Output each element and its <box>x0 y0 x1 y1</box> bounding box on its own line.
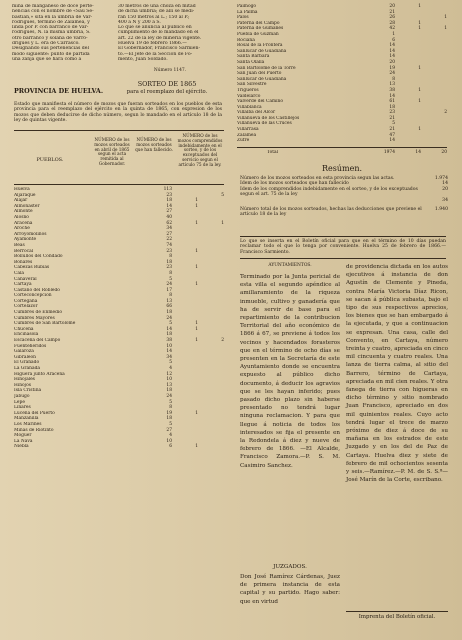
pueblo-name: Escacena del Campo <box>14 338 61 344</box>
cell-sorteados: 18 <box>389 104 395 110</box>
text-line: rodrigues, término de Zalamea, y <box>12 19 90 25</box>
resumen-rule <box>240 236 446 237</box>
pueblo-name: Villanueva de los Castillejos <box>237 115 300 121</box>
pueblo-name: Alosno <box>14 214 29 220</box>
pueblo-name: Sanlúcar de Guadiana <box>237 76 287 82</box>
cell-sorteados: 27 <box>166 209 172 215</box>
pueblo-name: Paterna de Gumanes <box>237 26 284 32</box>
cell-fallecidos: 1 <box>195 198 198 204</box>
pueblo-name: Beas <box>14 242 25 248</box>
resumen-title: Resúmen. <box>321 164 363 173</box>
cell-sorteados: 14 <box>166 203 172 209</box>
text-line: mina de manganeso de doce perte- <box>12 4 94 9</box>
cell-fallecidos: 1 <box>195 444 198 450</box>
pueblo-name: Linares <box>14 405 31 411</box>
pueblo-name: Arroyomolinos <box>14 231 47 237</box>
cell-sorteados: 34 <box>166 354 172 360</box>
pueblo-name: Los Marines <box>14 421 42 427</box>
cell-sorteados: 21 <box>389 127 395 133</box>
resumen-label: Idem de los comprendidos indebidamente en el sorteo, y de los exceptuados segun el art. 75 de la ley <box>240 186 418 198</box>
cell-sorteados: 8 <box>169 405 172 411</box>
cell-sorteados: 10 <box>166 343 172 349</box>
pueblo-name: Almonaster <box>14 203 40 209</box>
cell-fallecidos: 1 <box>195 321 198 327</box>
cell-sorteados: 23 <box>389 110 395 116</box>
cell-sorteados: 21 <box>389 9 395 15</box>
cell-exceptuados: 1 <box>221 220 224 226</box>
pueblo-name: Cortegana <box>14 298 38 304</box>
text-line: rán 150 metros al L.; 150 al P.; <box>118 14 190 20</box>
pueblo-name: Cañaveral <box>14 276 37 282</box>
total-rule <box>237 147 447 148</box>
pueblo-name: Berrocal <box>14 248 34 254</box>
resumen-label: Número de los mozos sorteados en esta provincia segun las actas. <box>240 176 395 181</box>
cell-fallecidos: 1 <box>195 338 198 344</box>
text-line: 400 á N y 200 á S. <box>118 19 161 25</box>
ayuntamientos-title: AYUNTAMIENTOS. <box>268 263 312 268</box>
text-line: mento, Juan Soldado. <box>118 56 168 62</box>
cell-sorteados: 18 <box>166 416 172 422</box>
cell-sorteados: 24 <box>389 71 395 77</box>
text-line: nencias con el nombre de «Sau Se- <box>12 9 94 15</box>
pueblo-name: Minas de Riotinto <box>14 427 54 433</box>
total-row <box>237 150 447 156</box>
cell-sorteados: 8 <box>392 76 395 82</box>
pueblo-name: Huelva <box>14 187 30 192</box>
cell-exceptuados: 1 <box>444 15 447 21</box>
cell-exceptuados: 5 <box>221 192 224 198</box>
resumen-value: 1.974 <box>434 176 448 181</box>
cell-sorteados: 24 <box>166 282 172 288</box>
cell-sorteados: 6 <box>169 444 172 450</box>
pueblo-name: La Palma <box>237 9 258 15</box>
pueblo-name: Aljaraque <box>14 192 36 198</box>
cell-sorteados: 18 <box>166 259 172 265</box>
text-line: otro barranco y solana de Varro- <box>12 35 88 41</box>
text-line: Huelva 19 de febrero 1866.— <box>118 41 187 47</box>
header-fallecidos: NÚMERO de los mozos sorteados que han fallecido. <box>135 137 173 152</box>
pueblo-name: Chucena <box>14 326 34 332</box>
cell-sorteados: 113 <box>163 187 172 192</box>
cell-sorteados: 18 <box>166 198 172 204</box>
pueblo-name: Santa Bárbara <box>237 54 270 60</box>
cell-sorteados: 34 <box>166 226 172 232</box>
resumen-final-label: Número total de los mozos sorteados, hechas las deducciones que previene el artículo 18 de la ley <box>240 207 422 218</box>
total-fallecidos: 14 <box>415 150 421 155</box>
cell-sorteados: 13 <box>166 382 172 388</box>
text-line: modo siguiente: punto de partida <box>12 51 90 57</box>
sorteo-subtitle: para el reemplazo del ejército. <box>126 89 208 95</box>
cell-sorteados: 26 <box>389 15 395 21</box>
pueblo-name: Villarrasa <box>237 127 259 133</box>
cell-fallecidos: 1 <box>418 26 421 32</box>
resumen-deduction: 34 <box>442 197 448 203</box>
cell-sorteados: 22 <box>166 237 172 243</box>
cell-fallecidos: 1 <box>195 203 198 209</box>
cell-fallecidos: 1 <box>418 99 421 105</box>
resumen-final <box>240 207 448 218</box>
pueblo-name: Villalba del Alcor <box>237 110 276 116</box>
cell-sorteados: 5 <box>169 276 172 282</box>
total-exceptuados: 20 <box>441 150 447 155</box>
cell-sorteados: 8 <box>169 254 172 260</box>
cell-fallecidos: 1 <box>418 20 421 26</box>
cell-exceptuados: 2 <box>444 110 447 116</box>
table-body-right <box>237 4 447 144</box>
pueblo-name: Niebla <box>14 444 29 450</box>
pueblo-name: Cumbres de Enmedio <box>14 310 62 316</box>
cell-sorteados: 14 <box>389 54 395 60</box>
pueblo-name: Santa Olalla <box>237 59 265 65</box>
pueblo-name: Cumbres Mayores <box>14 315 55 321</box>
pueblo-name: Cabezas Rubias <box>14 265 50 271</box>
cell-sorteados: 42 <box>389 26 395 32</box>
pueblo-name: Manzanilla <box>14 416 39 422</box>
cell-sorteados: 14 <box>389 138 395 144</box>
pueblo-name: Isla Cristina <box>14 388 42 394</box>
cell-sorteados: 19 <box>389 65 395 71</box>
sorteo-title: SORTEO DE 1865 <box>137 80 197 88</box>
resumen-note: Lo que se inserta en el Boletín oficial para que en el término de 10 días puedan reclamar todo el que lo tenga por conveniente. Huelva 25 de febrero de 1866.—Francisco Sarmiento. <box>240 239 446 255</box>
pueblo-name: Ayamonte <box>14 237 37 243</box>
cell-sorteados: 8 <box>169 293 172 299</box>
pueblo-name: Villablanca <box>237 104 262 110</box>
pueblo-name: Valdelarco <box>237 93 261 99</box>
pueblo-name: Jabugo <box>14 393 30 399</box>
cell-fallecidos: 1 <box>418 4 421 9</box>
pueblo-name: La Granada <box>14 366 41 371</box>
cell-exceptuados <box>198 444 224 450</box>
pueblo-name: Lepe <box>14 399 25 405</box>
cell-sorteados: 24 <box>166 315 172 321</box>
text-line: art. 22 de la ley de minería vigente. <box>118 35 202 41</box>
cell-sorteados: 47 <box>389 132 395 138</box>
pueblo-name: Aracena <box>14 220 33 226</box>
pueblo-name: Cortelazor <box>14 304 38 310</box>
cell-sorteados: 62 <box>166 220 172 226</box>
cell-sorteados: 20 <box>389 59 395 65</box>
cell-sorteados: 24 <box>166 393 172 399</box>
pueblo-name: Rosal de la Frontera <box>237 43 283 49</box>
cell-sorteados: 5 <box>169 360 172 366</box>
pueblo-name: Fuenteheridos <box>14 343 47 349</box>
pueblo-name: Paimogo <box>237 4 257 9</box>
pueblo-name: Lucena del Puerto <box>14 410 55 416</box>
cell-sorteados: 27 <box>166 427 172 433</box>
juzgados-title: JUZGADOS. <box>273 564 307 570</box>
pueblo-name: Zalamea <box>237 132 257 138</box>
pueblo-name: Bollullos del Condado <box>14 254 63 260</box>
cell-fallecidos <box>395 138 421 144</box>
cell-sorteados: 74 <box>166 242 172 248</box>
pueblo-name: Gibraleón <box>14 354 36 360</box>
cell-sorteados: 61 <box>389 99 395 105</box>
cell-sorteados: 10 <box>166 377 172 383</box>
pueblo-name: Hinojos <box>14 382 31 388</box>
cell-sorteados: 14 <box>166 326 172 332</box>
resumen-value: 14 <box>442 181 448 187</box>
cell-sorteados: 10 <box>166 438 172 444</box>
mining-notice-col1 <box>12 4 112 62</box>
cell-sorteados: 1 <box>392 31 395 37</box>
pueblo-name: Bonares <box>14 259 33 265</box>
cell-exceptuados: 2 <box>221 338 224 344</box>
text-line: linda por P. con barranco de Var- <box>12 25 89 31</box>
text-line: de dicha umbría; de allí se medi- <box>118 9 195 15</box>
cell-sorteados: 18 <box>166 388 172 394</box>
cell-sorteados: 13 <box>389 82 395 88</box>
cell-sorteados: 14 <box>389 93 395 99</box>
pueblo-name: San Bartolomé de la Torre <box>237 65 296 71</box>
cell-sorteados: 23 <box>166 265 172 271</box>
pueblo-name: Sanlúcar de Guadiana <box>237 48 287 54</box>
resumen-block <box>240 176 448 218</box>
pueblo-name: El Granado <box>14 360 40 366</box>
pueblo-name: Cala <box>14 270 24 276</box>
cell-sorteados: 5 <box>169 399 172 405</box>
pueblo-name: San Juan del Puerto <box>237 71 282 77</box>
juzgados-text: Don José Ramírez Cárdenas, Juez de primera instancia de esta capital y su partido. Hago saber: que en virtud <box>240 574 340 605</box>
text-line: rodrigues, N. la misma umbría, S. <box>12 30 91 36</box>
table-top-rule <box>14 130 224 131</box>
cell-sorteados: 4 <box>169 433 172 439</box>
text-line: El Gobernador, Francisco Sarmien- <box>118 46 201 52</box>
pueblo-name: Castaño del Robledo <box>14 287 60 293</box>
text-line: bastian,» sita en la umbría de Var- <box>12 14 93 20</box>
pueblo-name: Puebla de Guzmán <box>237 31 279 37</box>
pueblo-name: Aroche <box>14 226 30 232</box>
resumen-label: Idem de los mozos sorteados que han fallecido <box>240 181 349 187</box>
text-line: 30 metros de una choza en mitad <box>118 4 196 9</box>
total-label: Total <box>267 150 279 155</box>
pueblo-name: Paterna del Campo <box>237 20 280 26</box>
text-line: una zanja que se hará como á <box>12 56 82 62</box>
pueblo-name: Cumbres de San Bartolomé <box>14 321 76 327</box>
cell-sorteados: 38 <box>389 87 395 93</box>
header-exceptuados: NÚMERO de los mozos comprendidos indebidamente en el sorteo, y de los exceptuados del servicio segun el artículo 75 de la ley. <box>177 133 223 167</box>
cell-sorteados: 5 <box>392 121 395 127</box>
cell-fallecidos: 1 <box>195 326 198 332</box>
pueblo-name: Alájar <box>14 198 28 204</box>
cell-sorteados: 20 <box>389 4 395 9</box>
mining-notice-col2 <box>118 4 218 62</box>
text-line: Designando sus pertenencias del <box>12 46 89 52</box>
cell-sorteados: 27 <box>166 231 172 237</box>
cell-fallecidos: 1 <box>418 87 421 93</box>
cell-sorteados: 17 <box>166 287 172 293</box>
pueblo-name: Encinasola <box>14 332 39 338</box>
cell-sorteados: 5 <box>169 421 172 427</box>
pueblos-header: PUEBLOS. <box>36 157 64 163</box>
cell-sorteados: 14 <box>166 349 172 355</box>
pueblo-name: Valverde del Camino <box>237 99 283 105</box>
cell-sorteados: 12 <box>166 371 172 377</box>
text-line: cumplimiento de lo mandado en el <box>118 30 199 36</box>
cell-exceptuados: 1 <box>444 26 447 32</box>
imprenta-footer: Imprenta del Boletín oficial. <box>358 614 436 620</box>
pueblo-name: Hinojales <box>14 377 35 383</box>
pueblo-name: Galaroza <box>14 349 34 355</box>
pueblo-name: Zufre <box>237 138 250 144</box>
resumen-final-value: 1.940 <box>434 207 448 213</box>
cell-sorteados: 14 <box>389 43 395 49</box>
cell-sorteados: 18 <box>166 310 172 316</box>
cell-sorteados: 21 <box>389 115 395 121</box>
cell-sorteados: 23 <box>166 248 172 254</box>
province-title: PROVINCIA DE HUELVA. <box>14 87 104 95</box>
cell-sorteados: 66 <box>166 304 172 310</box>
text-line: drigues y L. era de Carrasco. <box>12 41 80 47</box>
imprenta-rule <box>346 611 448 612</box>
text-line: Lo que se anuncia al público en <box>118 25 192 31</box>
table-row <box>14 444 224 450</box>
pueblo-name: Rociana <box>237 37 255 43</box>
resumen-line <box>240 187 448 198</box>
pueblo-name: La Nava <box>14 438 33 444</box>
cell-sorteados: 5 <box>169 321 172 327</box>
notice-number: Número 1147. <box>153 68 187 73</box>
ayuntamientos-text: Terminado por la Junta pericial de esta villa el segundo apéndice al amillaramiento de la riqueza inmueble, cultivo y ganadería que ha de servir de base para el repartimiento de la contribucion Territorial del año económico de 1866 á 67, se previene á todos los vecinos y hacendados forasteros que en el término de ocho días se presenten en la Secretaría de este Ayuntamiento donde se encuentra expuesto al público dicho documento, á deducir los agravios que se les hayan inferido; pues pasado dicho plazo sin haberse presentado no tendrá lugar ninguna reclamacion. Y para que llegue á noticia de todos los interesados se fija el presente en la Redondela á diez y nueve de febrero de 1866. —El Alcalde, Francisco Zamora.—P. S. M. Casimiro Sanchez. <box>240 274 340 469</box>
table-header-rule <box>14 184 224 185</box>
pueblo-name: Almonte <box>14 209 33 215</box>
section-rule <box>240 258 446 259</box>
table-row <box>237 138 447 144</box>
table-body-left <box>14 187 224 450</box>
cell-sorteados: 4 <box>169 366 172 371</box>
header-sorteados: NÚMERO de los mozos sorteados en abril de 1865 segun el acta remitida al Gobernador. <box>94 137 130 166</box>
total-sorteados: 1974 <box>383 150 395 155</box>
cell-fallecidos: 1 <box>195 220 198 226</box>
pueblo-name: Corteconcepcion <box>14 293 52 299</box>
subasta-text: de providencia dictada en los autos ejecutivos á instancia de don Agustín de Clemente y Pineda, contra María Victoria Díaz Ricon, se sacan á pública subasta, bajo el tipo de sus respectivos aprecios, los bienes que se han embargado á la ejecutada, y que a continuacion se expresan. Una casa, calle del Convento, en Cartaya, número treinta y cuatro, apreciada en cinco mil cincuenta y cuatro reales. Una lanza de tierra calma, al sitio del Barrero, término de Cartaya, apreciada en mil cien reales. Y otra fanega de tierra con higueras en dicho término y sitio nombrado Juan Francisco, apreciado en dos mil quinientos reales. Cuyo acto tendrá lugar el trece de marzo próximo de diez á doce de su mañana en los estrados de este Juzgado y en los del de Paz de Cartaya. Huelva diez y siete de febrero de mil ochocientos sesenta y seis.—Ramírez.—P. M. de S. S.ª—José Marín de la Corte, escribano. <box>346 264 448 484</box>
pueblo-name: Villanueva de las Cruces <box>237 121 292 127</box>
pueblo-name: Cartaya <box>14 282 32 288</box>
cell-sorteados: 38 <box>166 338 172 344</box>
cell-sorteados: 40 <box>166 214 172 220</box>
cell-sorteados: 13 <box>166 298 172 304</box>
cell-sorteados: 18 <box>166 332 172 338</box>
cell-sorteados: 19 <box>166 410 172 416</box>
pueblo-name: Moguer <box>14 433 32 439</box>
cell-fallecidos: 1 <box>195 248 198 254</box>
cell-fallecidos: 1 <box>418 127 421 133</box>
pueblo-name: San Silvestre <box>237 82 267 88</box>
pueblo-name: Higuera junto Aracena <box>14 371 65 377</box>
cell-sorteados: 28 <box>389 20 395 26</box>
cell-sorteados: 23 <box>166 192 172 198</box>
pueblo-name: Trigueros <box>237 87 259 93</box>
cell-fallecidos: 1 <box>195 410 198 416</box>
resumen-value: 20 <box>442 186 448 192</box>
cell-sorteados: 8 <box>169 270 172 276</box>
pueblo-name: Palos <box>237 15 249 21</box>
estado-intro: Estado que manifiesta el número de mozos que fueran sorteados en los pueblos de esta provincia para el reemplazo del ejército en la quinta de 1865, con expresion de los mozos que deben deducirse de dicho número, segun lo mandado en el artículo 18 de la ley de quintas vigente. <box>14 102 222 123</box>
cell-sorteados: 6 <box>392 37 395 43</box>
cell-fallecidos: 1 <box>418 65 421 71</box>
cell-fallecidos: 1 <box>195 282 198 288</box>
cell-sorteados: 14 <box>389 48 395 54</box>
cell-fallecidos: 1 <box>195 265 198 271</box>
cell-exceptuados <box>421 138 447 144</box>
text-line: to.—El Jefe de la Seccion de Fo- <box>118 51 193 57</box>
